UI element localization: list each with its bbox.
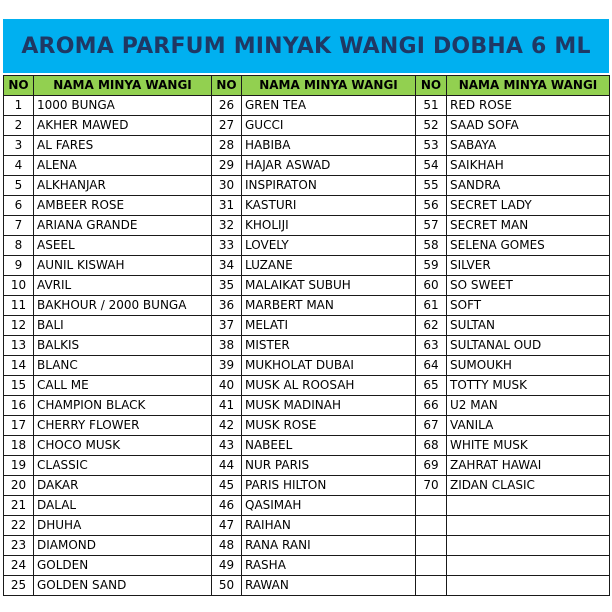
perfume-table	[3, 75, 610, 596]
perfume-name: ARIANA GRANDE	[34, 216, 212, 236]
perfume-name: 1000 BUNGA	[34, 96, 212, 116]
item-number: 28	[212, 136, 242, 156]
item-number: 40	[212, 376, 242, 396]
perfume-name: CHOCO MUSK	[34, 436, 212, 456]
item-number: 12	[4, 316, 34, 336]
item-number: 60	[416, 276, 447, 296]
item-number: 49	[212, 556, 242, 576]
perfume-name: BALI	[34, 316, 212, 336]
table-row	[4, 316, 610, 336]
table-row	[4, 136, 610, 156]
perfume-name: ZAHRAT HAWAI	[447, 456, 610, 476]
table-row	[4, 496, 610, 516]
perfume-name: MELATI	[242, 316, 416, 336]
item-number: 34	[212, 256, 242, 276]
item-number: 53	[416, 136, 447, 156]
perfume-name: SO SWEET	[447, 276, 610, 296]
item-number: 3	[4, 136, 34, 156]
item-number: 13	[4, 336, 34, 356]
item-number: 66	[416, 396, 447, 416]
perfume-name: AVRIL	[34, 276, 212, 296]
header-no: NO	[212, 76, 242, 96]
perfume-name: AMBEER ROSE	[34, 196, 212, 216]
perfume-name: AUNIL KISWAH	[34, 256, 212, 276]
item-number: 23	[4, 536, 34, 556]
perfume-name: INSPIRATON	[242, 176, 416, 196]
perfume-name: DIAMOND	[34, 536, 212, 556]
item-number: 25	[4, 576, 34, 596]
item-number: 54	[416, 156, 447, 176]
item-number: 21	[4, 496, 34, 516]
item-number: 30	[212, 176, 242, 196]
perfume-name: ALKHANJAR	[34, 176, 212, 196]
title-banner	[3, 19, 609, 73]
item-number: 37	[212, 316, 242, 336]
item-number: 32	[212, 216, 242, 236]
perfume-name: MUSK ROSE	[242, 416, 416, 436]
perfume-name: CLASSIC	[34, 456, 212, 476]
perfume-name: HAJAR ASWAD	[242, 156, 416, 176]
item-number: 7	[4, 216, 34, 236]
item-number: 15	[4, 376, 34, 396]
perfume-name	[447, 576, 610, 596]
perfume-name: RED ROSE	[447, 96, 610, 116]
item-number: 8	[4, 236, 34, 256]
item-number: 11	[4, 296, 34, 316]
item-number: 16	[4, 396, 34, 416]
item-number: 22	[4, 516, 34, 536]
item-number: 10	[4, 276, 34, 296]
page-title: AROMA PARFUM MINYAK WANGI DOBHA 6 ML	[21, 33, 591, 59]
perfume-name: NUR PARIS	[242, 456, 416, 476]
item-number: 9	[4, 256, 34, 276]
item-number: 67	[416, 416, 447, 436]
item-number: 41	[212, 396, 242, 416]
item-number: 70	[416, 476, 447, 496]
perfume-name: SOFT	[447, 296, 610, 316]
item-number: 38	[212, 336, 242, 356]
perfume-name: U2 MAN	[447, 396, 610, 416]
perfume-name	[447, 496, 610, 516]
perfume-name: CALL ME	[34, 376, 212, 396]
perfume-name: DALAL	[34, 496, 212, 516]
item-number: 27	[212, 116, 242, 136]
perfume-name: SECRET MAN	[447, 216, 610, 236]
item-number	[416, 576, 447, 596]
table-row	[4, 276, 610, 296]
perfume-name: GUCCI	[242, 116, 416, 136]
item-number	[416, 536, 447, 556]
perfume-name: RASHA	[242, 556, 416, 576]
perfume-name	[447, 536, 610, 556]
item-number: 31	[212, 196, 242, 216]
item-number: 69	[416, 456, 447, 476]
table-row	[4, 196, 610, 216]
item-number: 55	[416, 176, 447, 196]
item-number: 4	[4, 156, 34, 176]
table-row	[4, 556, 610, 576]
item-number	[416, 556, 447, 576]
item-number: 5	[4, 176, 34, 196]
perfume-name: DHUHA	[34, 516, 212, 536]
perfume-name: SECRET LADY	[447, 196, 610, 216]
perfume-name: MISTER	[242, 336, 416, 356]
item-number: 46	[212, 496, 242, 516]
table-row	[4, 516, 610, 536]
perfume-name: RANA RANI	[242, 536, 416, 556]
perfume-name: VANILA	[447, 416, 610, 436]
perfume-name: SABAYA	[447, 136, 610, 156]
perfume-name: MARBERT MAN	[242, 296, 416, 316]
item-number: 56	[416, 196, 447, 216]
table-row	[4, 476, 610, 496]
item-number: 65	[416, 376, 447, 396]
perfume-name: ALENA	[34, 156, 212, 176]
item-number: 1	[4, 96, 34, 116]
item-number: 58	[416, 236, 447, 256]
perfume-name: SILVER	[447, 256, 610, 276]
perfume-name	[447, 516, 610, 536]
table-row	[4, 236, 610, 256]
perfume-name: SULTAN	[447, 316, 610, 336]
table-row	[4, 456, 610, 476]
item-number: 48	[212, 536, 242, 556]
item-number: 42	[212, 416, 242, 436]
perfume-name: RAIHAN	[242, 516, 416, 536]
item-number: 14	[4, 356, 34, 376]
perfume-name: NABEEL	[242, 436, 416, 456]
item-number: 35	[212, 276, 242, 296]
table-row	[4, 176, 610, 196]
perfume-name: SUMOUKH	[447, 356, 610, 376]
perfume-name: LUZANE	[242, 256, 416, 276]
perfume-name: KASTURI	[242, 196, 416, 216]
item-number: 18	[4, 436, 34, 456]
table-row	[4, 216, 610, 236]
item-number: 33	[212, 236, 242, 256]
perfume-name: SAAD SOFA	[447, 116, 610, 136]
header-row	[4, 76, 610, 96]
perfume-name: LOVELY	[242, 236, 416, 256]
perfume-name: ASEEL	[34, 236, 212, 256]
item-number: 52	[416, 116, 447, 136]
header-name: NAMA MINYA WANGI	[242, 76, 416, 96]
item-number: 20	[4, 476, 34, 496]
item-number: 45	[212, 476, 242, 496]
item-number: 62	[416, 316, 447, 336]
item-number: 19	[4, 456, 34, 476]
table-row	[4, 376, 610, 396]
item-number: 24	[4, 556, 34, 576]
table-row	[4, 416, 610, 436]
table-row	[4, 336, 610, 356]
perfume-name: BLANC	[34, 356, 212, 376]
table-row	[4, 356, 610, 376]
perfume-name: SAIKHAH	[447, 156, 610, 176]
item-number: 59	[416, 256, 447, 276]
item-number	[416, 496, 447, 516]
perfume-name: CHAMPION BLACK	[34, 396, 212, 416]
perfume-name: GOLDEN SAND	[34, 576, 212, 596]
perfume-name: MUSK MADINAH	[242, 396, 416, 416]
table-row	[4, 296, 610, 316]
table-row	[4, 536, 610, 556]
perfume-name: BALKIS	[34, 336, 212, 356]
header-name: NAMA MINYA WANGI	[34, 76, 212, 96]
item-number: 43	[212, 436, 242, 456]
table-row	[4, 96, 610, 116]
header-no: NO	[4, 76, 34, 96]
perfume-name: AL FARES	[34, 136, 212, 156]
perfume-name: MALAIKAT SUBUH	[242, 276, 416, 296]
table-row	[4, 256, 610, 276]
perfume-name: PARIS HILTON	[242, 476, 416, 496]
perfume-name: MUSK AL ROOSAH	[242, 376, 416, 396]
table-row	[4, 576, 610, 596]
item-number: 29	[212, 156, 242, 176]
perfume-name: SULTANAL OUD	[447, 336, 610, 356]
table-row	[4, 156, 610, 176]
perfume-name: DAKAR	[34, 476, 212, 496]
perfume-name	[447, 556, 610, 576]
item-number: 51	[416, 96, 447, 116]
item-number: 44	[212, 456, 242, 476]
item-number: 57	[416, 216, 447, 236]
perfume-name: KHOLIJI	[242, 216, 416, 236]
perfume-name: MUKHOLAT DUBAI	[242, 356, 416, 376]
item-number: 63	[416, 336, 447, 356]
perfume-name: GREN TEA	[242, 96, 416, 116]
item-number: 64	[416, 356, 447, 376]
perfume-name: GOLDEN	[34, 556, 212, 576]
perfume-name: WHITE MUSK	[447, 436, 610, 456]
item-number	[416, 516, 447, 536]
item-number: 39	[212, 356, 242, 376]
table-row	[4, 116, 610, 136]
perfume-name: ZIDAN CLASIC	[447, 476, 610, 496]
item-number: 2	[4, 116, 34, 136]
item-number: 61	[416, 296, 447, 316]
table-row	[4, 436, 610, 456]
header-name: NAMA MINYA WANGI	[447, 76, 610, 96]
perfume-name: RAWAN	[242, 576, 416, 596]
perfume-name: CHERRY FLOWER	[34, 416, 212, 436]
perfume-name: HABIBA	[242, 136, 416, 156]
perfume-name: SELENA GOMES	[447, 236, 610, 256]
item-number: 50	[212, 576, 242, 596]
perfume-name: SANDRA	[447, 176, 610, 196]
perfume-name: TOTTY MUSK	[447, 376, 610, 396]
perfume-name: QASIMAH	[242, 496, 416, 516]
perfume-name: AKHER MAWED	[34, 116, 212, 136]
item-number: 26	[212, 96, 242, 116]
item-number: 6	[4, 196, 34, 216]
table-row	[4, 396, 610, 416]
item-number: 47	[212, 516, 242, 536]
item-number: 68	[416, 436, 447, 456]
perfume-name: BAKHOUR / 2000 BUNGA	[34, 296, 212, 316]
item-number: 36	[212, 296, 242, 316]
header-no: NO	[416, 76, 447, 96]
item-number: 17	[4, 416, 34, 436]
